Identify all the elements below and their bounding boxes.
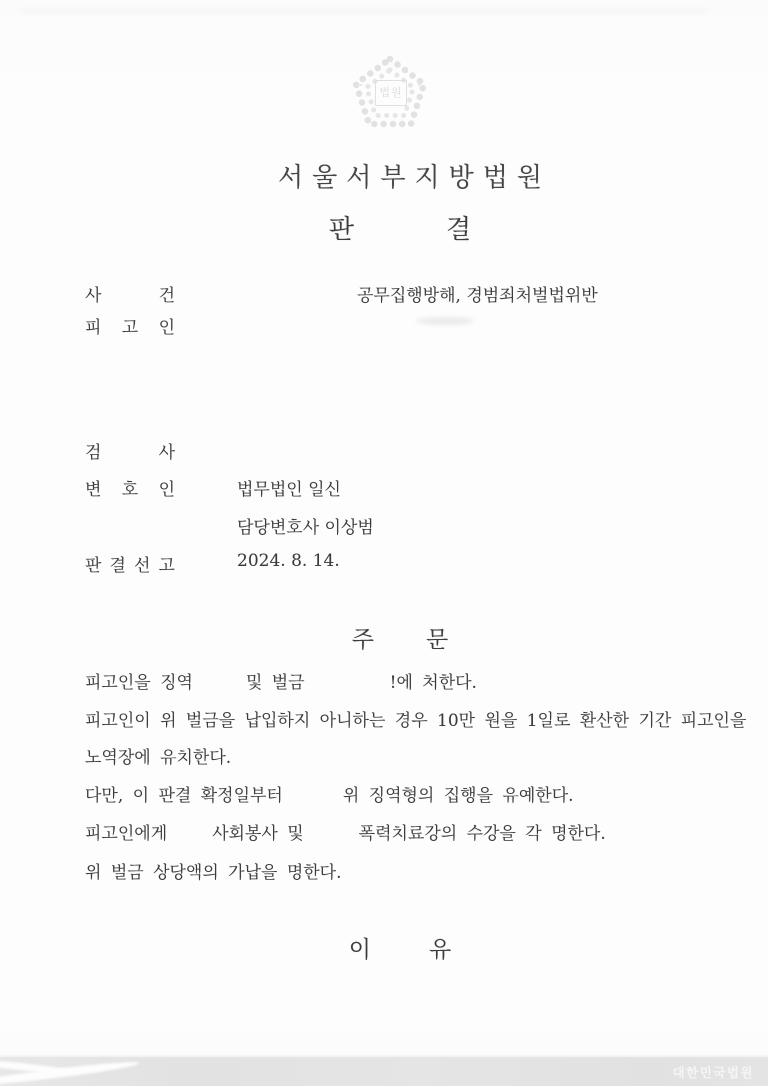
scan-noise [20, 8, 708, 14]
prosecutor-row [85, 438, 728, 462]
order-line-probation [85, 781, 728, 806]
scan-footer-band [0, 1057, 768, 1086]
order-line-segment: 사회봉사 및 [212, 824, 304, 844]
case-value: 공무집행방해, 경범죄처벌법위반 [357, 286, 598, 306]
order-heading-char: 주 [351, 627, 374, 653]
counsel-row [85, 475, 728, 499]
order-line-segment: 피고인을 징역 [85, 673, 193, 693]
order-heading-char: 문 [426, 627, 449, 653]
court-name-title: 서울서부지방법원 [278, 163, 551, 193]
case-label: 사 건 [85, 286, 175, 306]
judgment-title [32, 209, 768, 246]
order-line-segment: 및 벌금 [245, 673, 305, 693]
order-line-labor-detention: 노역장에 유치한다. [85, 748, 232, 768]
defendant-label: 피 고 인 [85, 318, 175, 338]
order-line-fine-conversion: 피고인이 위 벌금을 납입하지 아니하는 경우 10만 원을 1일로 환산한 기간 피고인을 [85, 711, 747, 731]
order-line-segment: 피고인에게 [85, 824, 168, 844]
counsel-attorney-row [85, 513, 728, 537]
judgment-title-char: 결 [446, 215, 472, 245]
order-line-community-service [85, 819, 728, 844]
order-line-provisional-payment: 위 벌금 상당액의 가납을 명한다. [85, 863, 342, 883]
prosecutor-label: 검 사 [85, 443, 175, 463]
reason-heading [32, 931, 768, 964]
order-line-segment: 다만, 이 판결 확정일부터 [85, 786, 283, 806]
seal-text: 법원 [375, 80, 407, 106]
reason-heading-char: 유 [429, 937, 452, 963]
judgment-title-char: 판 [328, 215, 354, 245]
redaction-smudge [416, 317, 474, 325]
sentencing-date-row [85, 551, 728, 575]
order-line-segment: !에 처한다. [389, 673, 477, 693]
court-seal-icon [344, 54, 436, 138]
case-row [85, 281, 728, 305]
order-line-segment: 위 징역형의 집행을 유예한다. [342, 786, 574, 806]
order-line-segment: 폭력치료강의 수강을 각 명한다. [358, 824, 606, 844]
courts-of-korea-watermark: 대한민국법원 [672, 1064, 754, 1080]
counsel-value: 법무법인 일신 [237, 480, 341, 500]
counsel-label: 변 호 인 [85, 480, 175, 500]
reason-heading-char: 이 [348, 937, 371, 963]
defendant-row [85, 313, 728, 337]
sentencing-date-value: 2024. 8. 14. [237, 551, 340, 571]
order-heading [32, 621, 768, 654]
sentencing-date-label: 판 결 선 고 [85, 556, 175, 576]
order-line-sentence [85, 668, 728, 693]
counsel-attorney-value: 담당변호사 이상범 [237, 518, 374, 538]
